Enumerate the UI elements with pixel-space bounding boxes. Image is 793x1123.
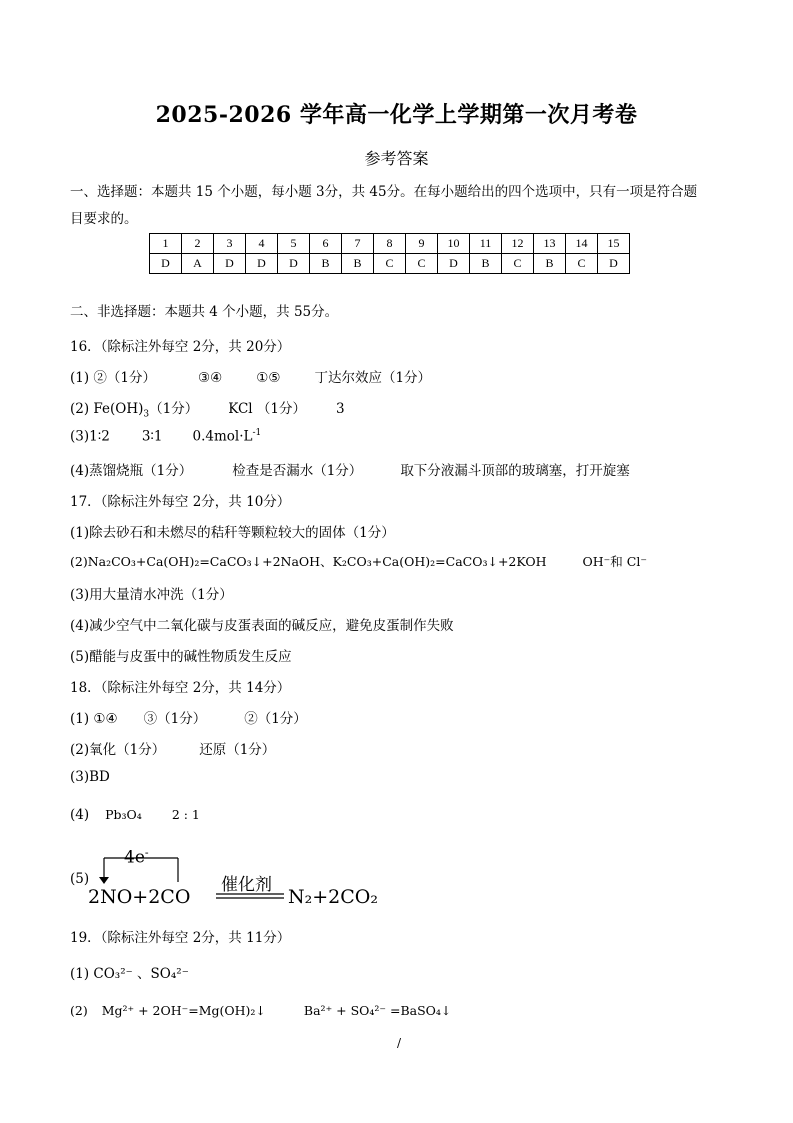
- question-number: 7: [342, 234, 374, 254]
- q18-4-formula: Pb₃O₄: [105, 807, 142, 822]
- question-number: 4: [246, 234, 278, 254]
- electron-transfer-label: 4e-: [124, 846, 149, 868]
- q18-2-part: (2)氧化（1分）: [70, 742, 166, 758]
- q16-answer-2: [70, 397, 345, 420]
- section1-heading-line1: 一、选择题：本题共 15 个小题，每小题 3分，共 45分。在每小题给出的四个选项中，只有一项是符合题: [70, 184, 698, 200]
- q16-1-part: 丁达尔效应（1分）: [314, 370, 432, 386]
- q16-4-part: 取下分液漏斗顶部的玻璃塞，打开旋塞: [400, 463, 630, 479]
- answer-cell: C: [566, 254, 598, 274]
- answer-cell: D: [214, 254, 246, 274]
- answer-table-number-row: [150, 234, 630, 254]
- answer-cell: D: [278, 254, 310, 274]
- question-number: 10: [438, 234, 470, 254]
- question-number: 15: [598, 234, 630, 254]
- answer-cell: C: [374, 254, 406, 274]
- q18-1-part: ②（1分）: [244, 711, 307, 727]
- question-number: 14: [566, 234, 598, 254]
- q16-answer-3: [70, 428, 261, 445]
- q16-heading: 16．（除标注外每空 2分，共 20分）: [70, 339, 291, 355]
- answer-cell: B: [470, 254, 502, 274]
- catalyst-label: 催化剂: [221, 875, 272, 895]
- q16-2-formula: (2) Fe(OH): [70, 401, 144, 417]
- q16-4-part: 检查是否漏水（1分）: [232, 463, 363, 479]
- q16-2-subscript: 3: [143, 409, 150, 420]
- answer-cell: B: [342, 254, 374, 274]
- q19-answer-1: (1) CO₃²⁻ 、SO₄²⁻: [70, 966, 189, 982]
- q16-3-part: (3)1∶2: [70, 428, 110, 445]
- q16-2-part: （1分）: [149, 401, 199, 417]
- q19-2-equation: Mg²⁺ + 2OH⁻=Mg(OH)₂↓: [101, 1003, 266, 1018]
- question-number: 11: [470, 234, 502, 254]
- q16-1-part: ①⑤: [256, 370, 281, 386]
- q16-3-superscript: -1: [252, 428, 262, 438]
- q18-1-part: (1) ①④: [70, 711, 118, 727]
- q19-answer-2: [70, 1003, 451, 1018]
- answer-table: [149, 233, 630, 274]
- q18-answer-3: (3)BD: [70, 769, 110, 785]
- q16-4-part: (4)蒸馏烧瓶（1分）: [70, 463, 193, 479]
- page-subtitle: 参考答案: [364, 149, 429, 168]
- q17-heading: 17．（除标注外每空 2分，共 10分）: [70, 494, 291, 510]
- q18-answer-5: [70, 846, 378, 916]
- question-number: 3: [214, 234, 246, 254]
- q16-3-part: 3∶1: [141, 428, 163, 445]
- page-title: 2025-2026 学年高一化学上学期第一次月考卷: [155, 102, 638, 128]
- q18-heading: 18．（除标注外每空 2分，共 14分）: [70, 680, 291, 696]
- q16-2-part: 3: [336, 401, 345, 417]
- answer-cell: C: [502, 254, 534, 274]
- q17-2-equations: (2)Na₂CO₃+Ca(OH)₂=CaCO₃↓+2NaOH、K₂CO₃+Ca(OH)₂=CaCO₃↓+2KOH: [70, 554, 547, 569]
- q16-1-part: (1) ②（1分）: [70, 370, 157, 386]
- question-number: 8: [374, 234, 406, 254]
- q16-2-part: KCl （1分）: [228, 401, 306, 417]
- answer-cell: D: [246, 254, 278, 274]
- answer-cell: D: [438, 254, 470, 274]
- q17-answer-5: (5)醋能与皮蛋中的碱性物质发生反应: [70, 649, 292, 665]
- reactants: 2NO+2CO: [88, 886, 191, 908]
- question-number: 12: [502, 234, 534, 254]
- q18-4-ratio: 2 : 1: [171, 807, 200, 822]
- q16-answer-1: [70, 366, 431, 386]
- q19-2-label: (2): [70, 1003, 88, 1018]
- q16-answer-4: [70, 459, 630, 479]
- answer-table-answer-row: [150, 254, 630, 274]
- q17-2-ions: OH⁻和 Cl⁻: [582, 554, 647, 569]
- answer-cell: C: [406, 254, 438, 274]
- q17-answer-4: (4)减少空气中二氧化碳与皮蛋表面的碱反应，避免皮蛋制作失败: [70, 618, 454, 634]
- q18-answer-4: [70, 807, 200, 823]
- q19-heading: 19．（除标注外每空 2分，共 11分）: [70, 930, 291, 946]
- answer-cell: B: [310, 254, 342, 274]
- q17-answer-2: [70, 552, 647, 570]
- answer-cell: B: [534, 254, 566, 274]
- q17-answer-1: (1)除去砂石和未燃尽的秸秆等颗粒较大的固体（1分）: [70, 525, 395, 541]
- question-number: 2: [182, 234, 214, 254]
- q18-2-part: 还原（1分）: [199, 742, 276, 758]
- page-number: /: [397, 1036, 402, 1050]
- question-number: 9: [406, 234, 438, 254]
- answer-cell: A: [182, 254, 214, 274]
- question-number: 13: [534, 234, 566, 254]
- section2-heading: 二、非选择题：本题共 4 个小题，共 55分。: [70, 304, 339, 320]
- q17-answer-3: (3)用大量清水冲洗（1分）: [70, 587, 233, 603]
- q18-answer-1: [70, 707, 307, 727]
- q16-1-part: ③④: [198, 370, 223, 386]
- q16-3-part: 0.4mol·L: [192, 428, 253, 445]
- section1-heading-line2: 目要求的。: [70, 211, 138, 227]
- answer-cell: D: [150, 254, 182, 274]
- question-number: 6: [310, 234, 342, 254]
- products: N₂+2CO₂: [288, 886, 378, 908]
- q18-answer-2: [70, 738, 275, 758]
- q18-5-label: (5): [70, 871, 90, 887]
- answer-cell: D: [598, 254, 630, 274]
- q19-2-equation: Ba²⁺ + SO₄²⁻ =BaSO₄↓: [303, 1003, 452, 1018]
- question-number: 1: [150, 234, 182, 254]
- q18-1-part: ③（1分）: [143, 711, 207, 727]
- q18-4-label: (4): [70, 807, 90, 823]
- question-number: 5: [278, 234, 310, 254]
